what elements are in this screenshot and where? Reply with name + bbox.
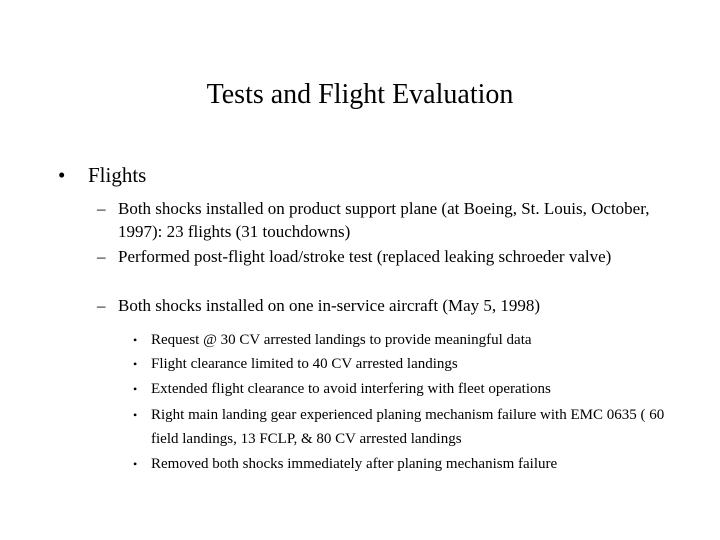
- sub-bullet-text: Performed post-flight load/stroke test (replaced leaking schroeder valve): [118, 247, 612, 266]
- sub-bullet-text: Both shocks installed on product support plane (at Boeing, St. Louis, October, 1997): 23 flights (31 touchdowns): [118, 199, 650, 241]
- detail-marker: •: [133, 382, 138, 396]
- bullet-marker: •: [58, 163, 66, 187]
- slide-title: Tests and Flight Evaluation: [206, 79, 514, 110]
- detail-bullet-text: Request @ 30 CV arrested landings to provide meaningful data: [151, 332, 532, 348]
- detail-bullet-removed-shocks: [133, 452, 673, 476]
- detail-bullet-extended-clearance: [133, 377, 673, 401]
- detail-bullet-text: Removed both shocks immediately after planing mechanism failure: [151, 456, 558, 472]
- sub-bullet-post-flight-test: [97, 245, 657, 268]
- bullet-label: Flights: [88, 163, 147, 187]
- detail-bullet-text: Extended flight clearance to avoid interfering with fleet operations: [151, 381, 551, 397]
- detail-bullet-text: Right main landing gear experienced planing mechanism failure with EMC 0635 ( 60 field landings, 13 FCLP, & 80 CV arrested landings: [151, 407, 665, 447]
- detail-bullet-request: [133, 328, 673, 352]
- detail-bullet-text: Flight clearance limited to 40 CV arrested landings: [151, 356, 458, 372]
- dash-marker: –: [97, 247, 106, 266]
- dash-marker: –: [97, 296, 106, 315]
- dash-marker: –: [97, 199, 106, 218]
- sub-bullet-in-service-aircraft: [97, 294, 657, 317]
- sub-bullet-product-support-plane: [97, 197, 657, 243]
- bullet-flights: [58, 162, 146, 188]
- detail-marker: •: [133, 333, 138, 347]
- detail-marker: •: [133, 408, 138, 422]
- detail-bullet-clearance-limited: [133, 352, 673, 376]
- detail-bullet-gear-failure: [133, 403, 673, 451]
- detail-marker: •: [133, 357, 138, 371]
- sub-bullet-text: Both shocks installed on one in-service aircraft (May 5, 1998): [118, 296, 541, 315]
- detail-marker: •: [133, 457, 138, 471]
